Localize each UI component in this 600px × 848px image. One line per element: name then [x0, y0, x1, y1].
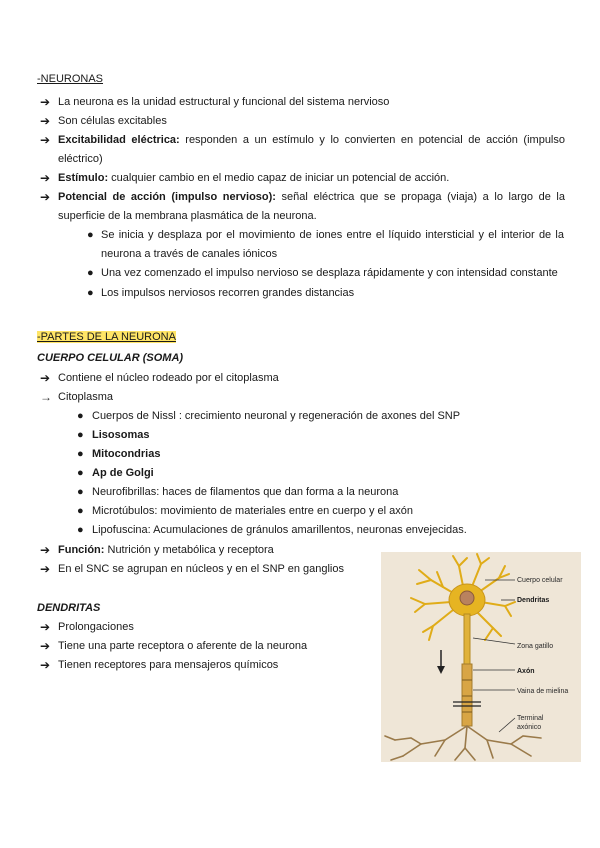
cytoplasm-item: Lipofuscina: Acumulaciones de gránulos amarillentos, neuronas envejecidas. [92, 524, 467, 536]
section-title-partes [37, 331, 176, 343]
arrow-bullet-icon: ➔ [40, 620, 51, 634]
bullet-text: Tienen receptores para mensajeros químicos [58, 659, 279, 671]
bullet-text: Nutrición y metabólica y receptora [104, 544, 274, 556]
dot-bullet-icon: ● [87, 229, 94, 241]
bullet-lead: Potencial de acción (impulso nervioso): [58, 191, 276, 203]
bullet-text: Citoplasma [58, 391, 114, 403]
bullet-text: La neurona es la unidad estructural y funcional del sistema nervioso [58, 96, 390, 108]
arrow-bullet-icon: ➔ [40, 639, 51, 653]
bullet-lead: Estímulo: [58, 172, 109, 184]
dot-bullet-icon: ● [77, 524, 84, 536]
cytoplasm-item: Mitocondrias [92, 448, 161, 460]
arrow-bullet-icon: ➔ [40, 658, 51, 672]
sub-bullet-text: Los impulsos nerviosos recorren grandes distancias [101, 287, 355, 299]
sub-bullet-text: Se inicia y desplaza por el movimiento de iones entre el líquido intersticial y el interior de la neurona a través de canales iónicos [101, 229, 564, 260]
bullet-lead: Excitabilidad eléctrica: [58, 134, 180, 146]
dot-bullet-icon: ● [77, 467, 84, 479]
myelin-sheath-shape [462, 664, 472, 726]
label-terminal: Terminal [517, 715, 544, 722]
bullet-text: señal eléctrica que se propaga (viaja) a lo largo de la superficie de la membrana plasmática de la neurona. [58, 191, 565, 222]
bullet-text: cualquier cambio en el medio capaz de iniciar un potencial de acción. [108, 172, 450, 184]
bullet-item [58, 541, 378, 560]
arrow-bullet-icon: ➔ [40, 114, 51, 128]
bullet-lead: Función: [58, 544, 105, 556]
dot-bullet-icon: ● [77, 486, 84, 498]
bullet-text: Son células excitables [58, 115, 167, 127]
arrow-bullet-icon: ➔ [40, 171, 51, 185]
bullet-item [58, 131, 565, 169]
neuron-illustration [381, 552, 581, 762]
dot-bullet-icon: ● [87, 267, 94, 279]
arrow-head-icon [437, 666, 445, 674]
label-cuerpo-celular: Cuerpo celular [517, 577, 563, 584]
cytoplasm-item: Neurofibrillas: haces de filamentos que dan forma a la neurona [92, 486, 399, 498]
label-vaina-mielina: Vaina de mielina [517, 688, 569, 695]
bullet-text: Contiene el núcleo rodeado por el citoplasma [58, 372, 279, 384]
cytoplasm-item: Cuerpos de Nissl : crecimiento neuronal y regeneración de axones del SNP [92, 410, 461, 422]
dot-bullet-icon: ● [77, 448, 84, 460]
arrow-bullet-icon: ➔ [40, 190, 51, 204]
subsection-title-soma: CUERPO CELULAR (SOMA) [37, 352, 184, 364]
arrow-bullet-icon: → [40, 390, 52, 404]
arrow-bullet-icon: ➔ [40, 371, 51, 385]
label-zona-gatillo: Zona gatillo [517, 643, 554, 650]
label-axon: Axón [517, 668, 535, 675]
bullet-text: Prolongaciones [58, 621, 134, 633]
neuron-diagram [381, 552, 581, 762]
section-title-highlight: -PARTES DE LA NEURONA [37, 331, 176, 343]
dot-bullet-icon: ● [77, 429, 84, 441]
bullet-text: responden a un estímulo y lo convierten en potencial de acción (impulso eléctrico) [58, 134, 565, 165]
bullet-item [58, 169, 565, 188]
bullet-text: Tiene una parte receptora o aferente de la neurona [58, 640, 308, 652]
axon-terminals-shape [385, 726, 541, 760]
cytoplasm-item: Ap de Golgi [92, 467, 154, 479]
dot-bullet-icon: ● [87, 287, 94, 299]
dot-bullet-icon: ● [77, 505, 84, 517]
arrow-bullet-icon: ➔ [40, 562, 51, 576]
sub-bullet-text: Una vez comenzado el impulso nervioso se desplaza rápidamente y con intensidad constante [101, 267, 558, 279]
cytoplasm-item: Microtúbulos: movimiento de materiales entre en cuerpo y el axón [92, 505, 413, 517]
label-axonico: axónico [517, 724, 542, 731]
section-title-neuronas: -NEURONAS [37, 73, 104, 85]
cytoplasm-item: Lisosomas [92, 429, 150, 441]
subsection-title-dendritas: DENDRITAS [37, 602, 101, 614]
bullet-item [58, 188, 565, 226]
arrow-bullet-icon: ➔ [40, 543, 51, 557]
dot-bullet-icon: ● [77, 410, 84, 422]
bullet-text: En el SNC se agrupan en núcleos y en el SNP en ganglios [58, 563, 344, 575]
nucleus-shape [460, 591, 474, 605]
arrow-bullet-icon: ➔ [40, 133, 51, 147]
label-dendritas: Dendritas [517, 597, 550, 604]
arrow-bullet-icon: ➔ [40, 95, 51, 109]
